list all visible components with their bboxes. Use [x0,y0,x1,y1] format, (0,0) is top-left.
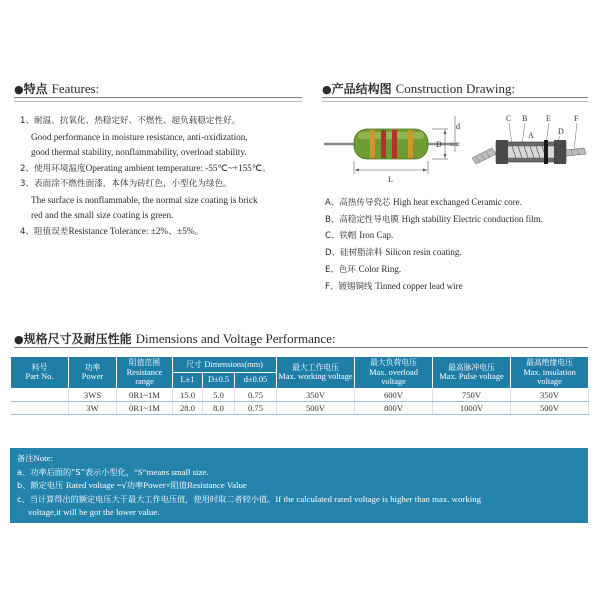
part-C: C、铁帽 Iron Cap. [325,230,394,242]
part-D: D、硅树脂涂料 Silicon resin coating. [325,247,462,259]
cell-power: 3W [69,401,117,414]
dimensions-title: ●规格尺寸及耐压性能 Dimensions and Voltage Performance: [14,331,336,346]
feature-3-en-2: red and the small size coating is green. [31,210,174,220]
notes-title: 备注Note: [17,453,53,463]
header-pulse-voltage: 最高脉冲电压 Max. Pulse voltage [433,357,511,389]
cell-part [11,388,69,401]
cell-range: 0R1~1M [117,388,173,401]
feature-1-en-1: Good performance in moisture resistance, anti-oxidization, [31,131,248,142]
cell-overload: 800V [355,401,433,414]
header-power: 功率 Power [69,357,117,389]
header-D: D±0.5 [203,372,235,388]
cell-range: 0R1~1M [117,401,173,414]
header-working-voltage: 最大工作电压 Max. working voltage [277,357,355,389]
cell-insulation: 350V [511,388,589,401]
construction-rule-thin [322,101,588,102]
section-right-cap [554,140,566,164]
callout-A: A [528,131,534,140]
construction-rule [322,97,588,98]
cell-part [11,401,69,414]
cell-power: 3WS [69,388,117,401]
callout-E: E [546,114,551,123]
header-overload-voltage: 最大负荷电压 Max. overload voltage [355,357,433,389]
body-highlight [358,132,424,139]
notes-box [10,448,588,523]
header-range: 阻值范围 Resistance range [117,357,173,389]
cell-pulse: 750V [433,388,511,401]
cell-d: 0.75 [235,401,277,414]
note-c-line2: voltage,it will be got the lower value. [28,507,160,518]
section-color-ring [544,140,548,164]
band-3 [392,130,397,158]
dim-D-label: D [436,140,442,149]
callout-B: B [522,114,528,123]
dim-d-label: d [456,122,460,131]
dimensions-rule [14,347,588,348]
parts-list [325,195,543,295]
note-b: b、额定电压 Rated voltage =√功率Power×阻值Resistance Value [17,480,247,491]
resistor-section-drawing [470,110,590,182]
section-left-cap [496,140,508,164]
cell-working: 350V [277,388,355,401]
feature-4: 4、阻值误差Resistance Tolerance: ±2%、±5%。 [20,225,204,237]
table-row [11,401,589,414]
cell-working: 500V [277,401,355,414]
cell-d: 0.75 [235,388,277,401]
feature-1: 1、耐温、抗氧化、热稳定好、不燃性、超负载稳定性好。 [20,116,241,126]
feature-3-en-1: The surface is nonflammable, the normal size coating is brick [31,194,258,205]
table-row [11,388,589,401]
features-rule-thin [14,101,302,102]
header-part-no: 料号 Part No. [11,357,69,389]
part-A: A、高热传导瓷芯 High heat exchanged Ceramic core. [325,197,522,208]
band-2 [381,130,386,158]
note-a: a、功率后面的“S”表示小型化，“S”means small size. [17,466,209,477]
feature-1-en-2: good thermal stability, nonflammability, overload stability. [31,147,247,157]
note-c: c、当计算得出的额定电压大于最大工作电压值，使用时取二者较小值。If the calculated rated voltage is higher than max. working [17,493,482,504]
part-E: E、色环 Color Ring. [325,263,402,275]
cell-insulation: 500V [511,401,589,414]
features-rule [14,97,302,98]
dimensions-table [10,356,589,415]
part-B: B、高稳定性导电膜 High stability Electric conduction film. [325,213,543,225]
band-4 [408,130,413,158]
section-core [500,146,562,158]
cell-D: 5.0 [203,388,235,401]
cell-overload: 600V [355,388,433,401]
resistor-outline-drawing [324,108,462,186]
features-title: ●特点 Features: [14,81,100,96]
cell-L: 28.0 [173,401,203,414]
header-insulation-voltage: 最高绝缘电压 Max. insulation voltage [511,357,589,389]
callout-C: C [506,114,512,123]
band-1 [370,130,375,158]
cell-pulse: 1000V [433,401,511,414]
feature-3: 3、表面涂不燃性面漆，本体为砖红色，小型化为绿色。 [20,179,232,189]
part-F: F、镀锡铜线 Tinned copper lead wire [325,280,463,292]
features-list [20,114,310,240]
feature-2: 2、使用环境温度Operating ambient temperature: -55℃~+155℃。 [20,162,272,174]
construction-title: ●产品结构图 Construction Drawing: [322,81,516,96]
cell-D: 8.0 [203,401,235,414]
header-L: L±1 [173,372,203,388]
header-dimensions: 尺寸 Dimensions(mm) [173,357,277,373]
callout-D: D [558,127,564,136]
header-d: d±0.05 [235,372,277,388]
cell-L: 15.0 [173,388,203,401]
dim-L-label: L [388,175,393,184]
callout-F: F [574,114,579,123]
